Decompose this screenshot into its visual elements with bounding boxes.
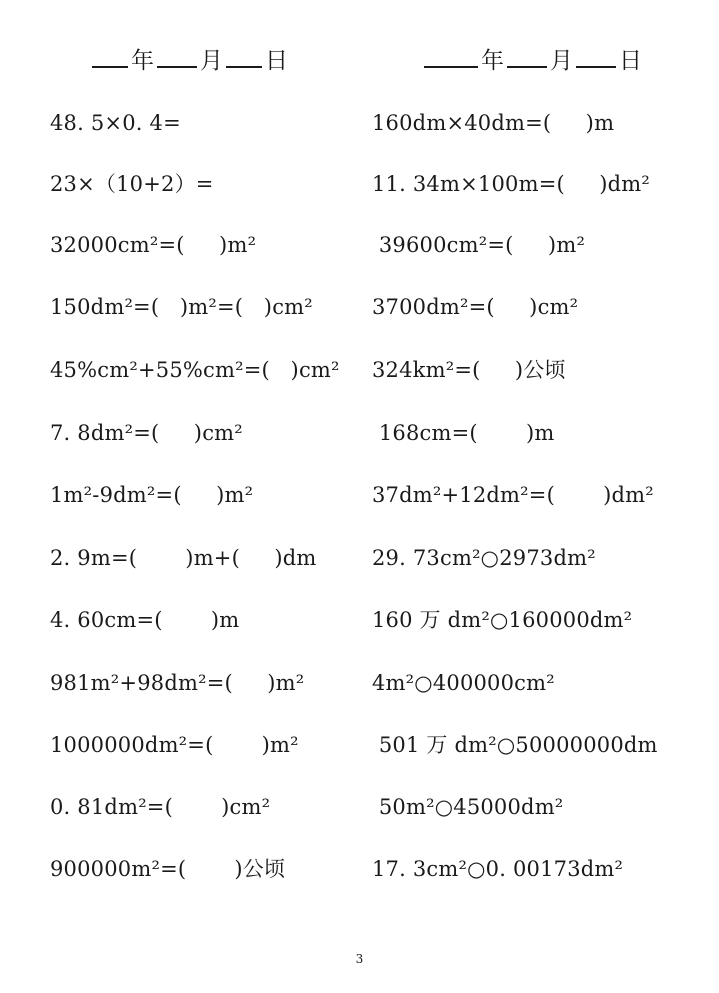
date-header-left: [92, 38, 291, 78]
problem-left-4: 150dm²=( )m²=( )cm²: [50, 295, 313, 319]
problem-right-1: 160dm×40dm=( )m: [372, 111, 615, 135]
problem-right-5: 324km²=( )公顷: [372, 358, 566, 382]
year-label: 年: [131, 48, 154, 74]
problem-left-1: 48. 5×0. 4=: [50, 111, 181, 135]
problem-right-12: 50m²○45000dm²: [372, 795, 564, 819]
month-label: 月: [550, 48, 573, 74]
month-blank: [507, 38, 547, 68]
date-header-right: [424, 38, 645, 78]
problem-right-3: 39600cm²=( )m²: [372, 233, 586, 257]
month-label: 月: [200, 48, 223, 74]
problem-right-4: 3700dm²=( )cm²: [372, 295, 579, 319]
month-blank: [157, 38, 197, 68]
day-blank: [226, 38, 262, 68]
problem-left-2: 23×（10+2）=: [50, 172, 214, 196]
problem-left-11: 1000000dm²=( )m²: [50, 733, 299, 757]
problem-right-2: 11. 34m×100m=( )dm²: [372, 172, 651, 196]
page-number: 3: [355, 952, 364, 966]
problem-right-9: 160 万 dm²○160000dm²: [372, 608, 633, 632]
problem-left-3: 32000cm²=( )m²: [50, 233, 257, 257]
problem-left-6: 7. 8dm²=( )cm²: [50, 421, 243, 445]
day-label: 日: [265, 48, 288, 74]
problem-left-5: 45%cm²+55%cm²=( )cm²: [50, 358, 340, 382]
problem-left-8: 2. 9m=( )m+( )dm: [50, 546, 317, 570]
problem-left-9: 4. 60cm=( )m: [50, 608, 240, 632]
problem-right-10: 4m²○400000cm²: [372, 671, 555, 695]
problem-right-7: 37dm²+12dm²=( )dm²: [372, 483, 654, 507]
day-blank: [576, 38, 616, 68]
year-blank: [424, 38, 478, 68]
problem-left-10: 981m²+98dm²=( )m²: [50, 671, 305, 695]
problem-left-13: 900000m²=( )公顷: [50, 857, 286, 881]
problem-right-13: 17. 3cm²○0. 00173dm²: [372, 857, 624, 881]
year-label: 年: [481, 48, 504, 74]
problem-right-11: 501 万 dm²○50000000dm: [372, 733, 658, 757]
day-label: 日: [619, 48, 642, 74]
problem-left-7: 1m²-9dm²=( )m²: [50, 483, 254, 507]
problem-left-12: 0. 81dm²=( )cm²: [50, 795, 271, 819]
problem-right-6: 168cm=( )m: [372, 421, 555, 445]
problem-right-8: 29. 73cm²○2973dm²: [372, 546, 596, 570]
year-blank: [92, 38, 128, 68]
